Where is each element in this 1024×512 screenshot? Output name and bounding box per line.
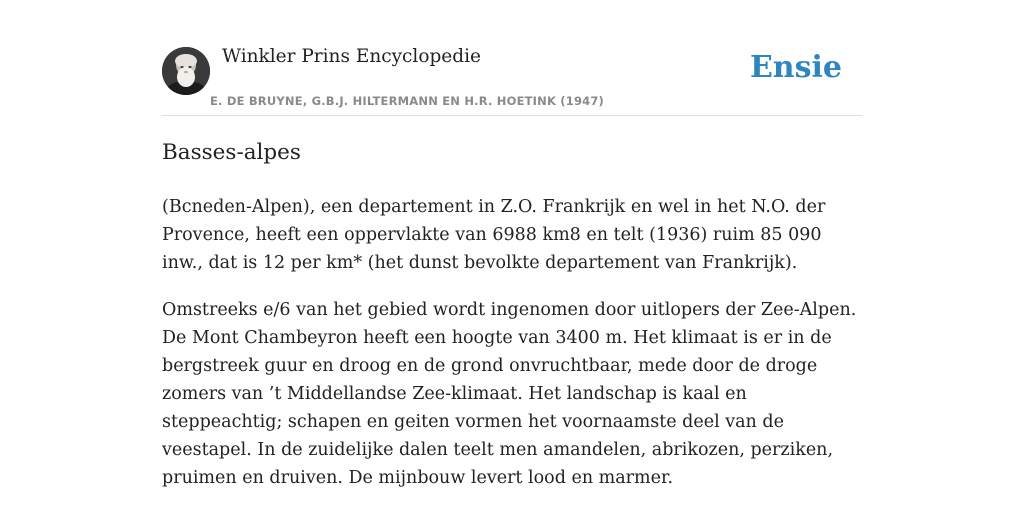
article-body <box>162 193 862 511</box>
authors-line: E. DE BRUYNE, G.B.J. HILTERMANN EN H.R. HOETINK (1947) <box>210 94 605 108</box>
header-divider <box>162 115 862 116</box>
portrait-image <box>162 47 210 95</box>
ensie-logo-link[interactable]: Ensie <box>749 50 842 85</box>
encyclopedia-title[interactable]: Winkler Prins Encyclopedie <box>222 46 481 67</box>
article-paragraph: (Bcneden-Alpen), een departement in Z.O. Frankrijk en wel in het N.O. der Provence, heeft een oppervlakte van 6988 km8 en telt (1936) ruim 85 090 inw., dat is 12 per km* (het dunst bevolkte departement van Frankrijk). <box>162 197 826 273</box>
article-paragraph: Omstreeks e/6 van het gebied wordt ingenomen door uitlopers der Zee-Alpen. De Mont Chambeyron heeft een hoogte van 3400 m. Het klimaat is er in de bergstreek guur en droog en de grond onvruchtbaar, mede door de droge zomers van ’t Middellandse Zee-klimaat. Het landschap is kaal en steppeachtig; schapen en geiten vormen het voornaamste deel van de veestapel. In de zuidelijke dalen teelt men amandelen, abrikozen, perziken, pruimen en druiven. De mijnbouw levert lood en marmer. <box>162 300 857 488</box>
article-title: Basses-alpes <box>162 140 301 165</box>
author-avatar[interactable] <box>162 47 210 95</box>
article-page <box>162 0 862 512</box>
